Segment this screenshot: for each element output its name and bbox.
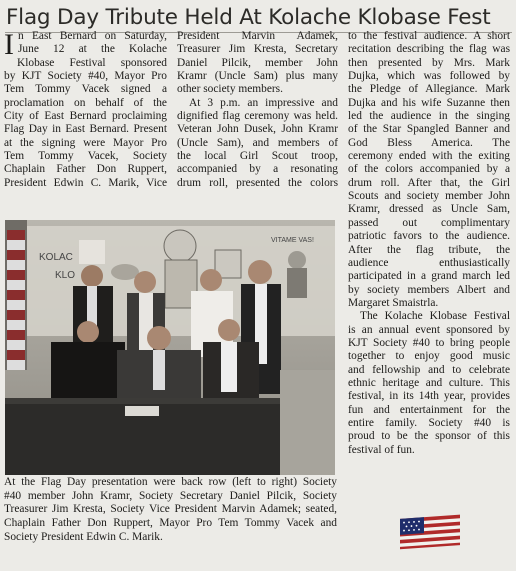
banner-text-right: VITAME VAS! <box>271 237 314 244</box>
article-line: Kramr (Uncle Sam) plus many <box>177 70 338 83</box>
article-line: Kramr, dressed as Uncle Sam, <box>348 203 510 216</box>
article-line: Treasurer Jim Kresta, Secretary <box>177 43 338 56</box>
article-line: Scouts and society member John <box>348 190 510 203</box>
article-line: Chaplain Father Don Ruppert, <box>4 163 167 176</box>
article-line: led the audience in the singing <box>348 110 510 123</box>
article-line: together to enjoy good music <box>348 350 510 363</box>
caption-line: At the Flag Day presentation were back row (left to right) Society <box>4 476 337 488</box>
group-photo <box>5 220 335 475</box>
article-line: KJT Society #40 to bring people <box>348 336 510 349</box>
article-line: proud to be the sponsor of this <box>348 430 510 443</box>
article-line: The Kolache Klobase Festival <box>360 310 510 323</box>
article-line: Dujka and his wife Suzanne then <box>348 96 510 109</box>
article-line: is an annual event sponsored by <box>348 323 510 336</box>
article-line: drum roll. After that, the Girl <box>348 176 510 189</box>
article-line: by society members Albert and <box>348 283 510 296</box>
article-line: After the flag tribute, the <box>348 243 510 256</box>
article-line: Flag Day in East Bernard. Present <box>4 123 167 136</box>
article-line: (Uncle Sam), and members of <box>177 136 338 149</box>
article-line: Klobase Festival sponsored <box>17 56 167 69</box>
photo-caption <box>4 476 337 544</box>
article-line: drum roll, presented the colors <box>177 176 338 189</box>
banner-text-left-2: KLO <box>55 270 76 281</box>
article-line: at the signing were Mayor Pro <box>4 136 167 149</box>
article-line: of the colors accompanied by a <box>348 163 510 176</box>
drop-cap: I <box>4 28 14 61</box>
banner-text-left: KOLAC <box>39 252 73 263</box>
caption-line: Chaplain Father Don Ruppert, Mayor Pro Tem Tommy Vacek and <box>4 517 337 530</box>
article-line: festival of fun. <box>348 443 415 456</box>
article-line: to the festival audience. A short <box>348 30 510 42</box>
article-line: entire family. Society #40 is <box>348 416 510 429</box>
article-line: City of East Bernard proclaiming <box>4 110 167 123</box>
article-line: and fellowship and to celebrate <box>348 363 510 376</box>
headline: Flag Day Tribute Held At Kolache Klobase Fest <box>6 5 491 30</box>
article-column-3 <box>348 30 510 457</box>
article-line: patriotic favors to the audience. <box>348 230 510 243</box>
article-column-1 <box>4 30 167 190</box>
article-line: accompanied by a resonating <box>177 163 338 176</box>
american-flag-icon <box>398 511 462 551</box>
article-line: the Pledge of Allegiance. Mark <box>348 83 510 96</box>
article-line: dignified flag ceremony was held. <box>177 110 338 123</box>
article-line: festival, in its 14th year, provides <box>348 390 510 403</box>
article-line: fun and entertainment for the <box>348 403 510 416</box>
article-line: God Bless America. The <box>348 136 510 149</box>
caption-line: Treasurer Jim Kresta, Society Vice President Marvin Adamek; seated, <box>4 503 337 516</box>
article-line: At 3 p.m. an impressive and <box>189 96 338 109</box>
caption-line: #40 member John Kramr, Society Secretary Daniel Pilcik, Society <box>4 489 337 502</box>
article-line: ethnic heritage and culture. This <box>348 376 510 389</box>
us-flag-left <box>7 230 25 370</box>
article-line: passed out complimentary <box>348 216 510 229</box>
article-line: Veteran John Dusek, John Kramr <box>177 123 338 136</box>
article-line: Dujka, which was followed by <box>348 70 510 83</box>
article-line: Tem Tommy Vacek, Society <box>4 150 167 163</box>
article-line: recitation describing the flag was <box>348 43 510 56</box>
article-line: audience enthusiastically <box>348 256 510 269</box>
article-line: June 12 at the Kolache <box>18 43 167 56</box>
article-line: Daniel Pilcik, member John <box>177 56 338 69</box>
article-line: ceremony ended with the exiting <box>348 150 510 163</box>
article-line: by KJT Society #40, Mayor Pro <box>4 70 167 83</box>
article-line: participated in a grand march led <box>348 270 510 283</box>
article-line: proclamation on behalf of the <box>4 96 167 109</box>
article-column-2 <box>177 30 338 190</box>
article-line: Tem Tommy Vacek signed a <box>4 83 167 96</box>
article-line: Margaret Smaistrla. <box>348 296 439 309</box>
article-line: other society members. <box>177 83 283 96</box>
article-line: President Edwin C. Marik, Vice <box>4 176 167 189</box>
article-line: of the Star Spangled Banner and <box>348 123 510 136</box>
article-line: the local Girl Scout troop, <box>177 150 338 163</box>
article-line: then presented by Mrs. Mark <box>348 56 510 69</box>
caption-line: Society President Edwin C. Marik. <box>4 530 163 543</box>
article-line: President Marvin Adamek, <box>177 30 338 42</box>
article-line: n East Bernard on Saturday, <box>18 30 167 42</box>
